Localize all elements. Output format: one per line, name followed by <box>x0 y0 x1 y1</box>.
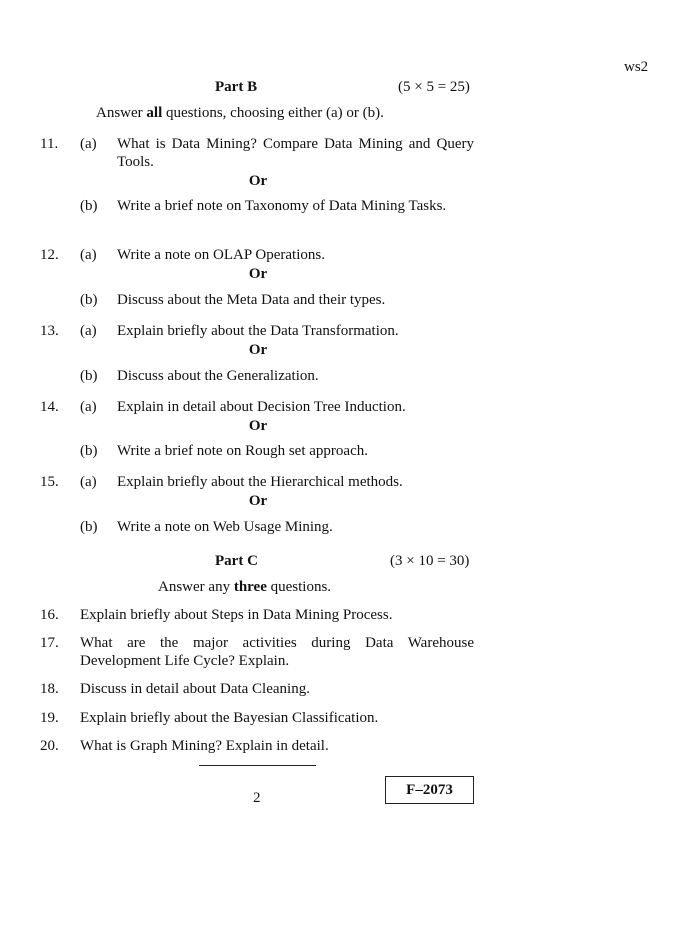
question-number: 17. <box>40 635 59 651</box>
option-label: (b) <box>80 368 98 384</box>
question-number: 12. <box>40 247 59 263</box>
question-text: Write a note on Web Usage Mining. <box>117 519 333 535</box>
question-text: Write a brief note on Rough set approach. <box>117 443 368 459</box>
page-number: 2 <box>253 790 261 806</box>
part-b-marks: (5 × 5 = 25) <box>398 79 470 95</box>
or-label: Or <box>248 342 268 358</box>
option-label: (a) <box>80 474 97 490</box>
end-rule <box>199 765 316 766</box>
question-text: Write a note on OLAP Operations. <box>117 247 325 263</box>
question-text: Write a brief note on Taxonomy of Data Mining Tasks. <box>117 198 447 214</box>
option-label: (b) <box>80 443 98 459</box>
page-code: ws2 <box>624 59 649 75</box>
option-label: (b) <box>80 292 98 308</box>
question-text: Explain briefly about the Data Transformation. <box>117 323 399 339</box>
option-label: (b) <box>80 198 98 214</box>
option-label: (a) <box>80 136 97 152</box>
part-c-instruction: Answer any three questions. <box>158 579 332 595</box>
part-b-title: Part B <box>215 79 258 95</box>
or-label: Or <box>248 173 268 189</box>
part-c-marks: (3 × 10 = 30) <box>390 553 470 569</box>
question-number: 18. <box>40 681 59 697</box>
option-label: (b) <box>80 519 98 535</box>
question-number: 20. <box>40 738 59 754</box>
question-number: 15. <box>40 474 59 490</box>
question-number: 19. <box>40 710 59 726</box>
option-label: (a) <box>80 399 97 415</box>
question-number: 13. <box>40 323 59 339</box>
or-label: Or <box>248 266 268 282</box>
question-text: Explain briefly about Steps in Data Mining Process. <box>80 607 393 623</box>
question-text: Explain in detail about Decision Tree Induction. <box>117 399 406 415</box>
question-text: Discuss about the Generalization. <box>117 368 319 384</box>
question-number: 16. <box>40 607 59 623</box>
paper-code-box: F–2073 <box>385 776 474 804</box>
question-text: Discuss about the Meta Data and their types. <box>117 292 386 308</box>
question-text: Discuss in detail about Data Cleaning. <box>80 681 310 697</box>
or-label: Or <box>248 493 268 509</box>
or-label: Or <box>248 418 268 434</box>
question-text: Explain briefly about the Hierarchical methods. <box>117 474 403 490</box>
part-c-title: Part C <box>215 553 258 569</box>
part-b-instruction: Answer all questions, choosing either (a) or (b). <box>96 105 384 121</box>
option-label: (a) <box>80 247 97 263</box>
option-label: (a) <box>80 323 97 339</box>
question-text: What are the major activities during Data Warehouse Development Life Cycle? Explain. <box>80 635 474 669</box>
question-text: What is Data Mining? Compare Data Mining and Query Tools. <box>117 136 474 170</box>
question-number: 11. <box>40 136 59 152</box>
question-text: Explain briefly about the Bayesian Classification. <box>80 710 379 726</box>
question-text: What is Graph Mining? Explain in detail. <box>80 738 329 754</box>
question-number: 14. <box>40 399 59 415</box>
